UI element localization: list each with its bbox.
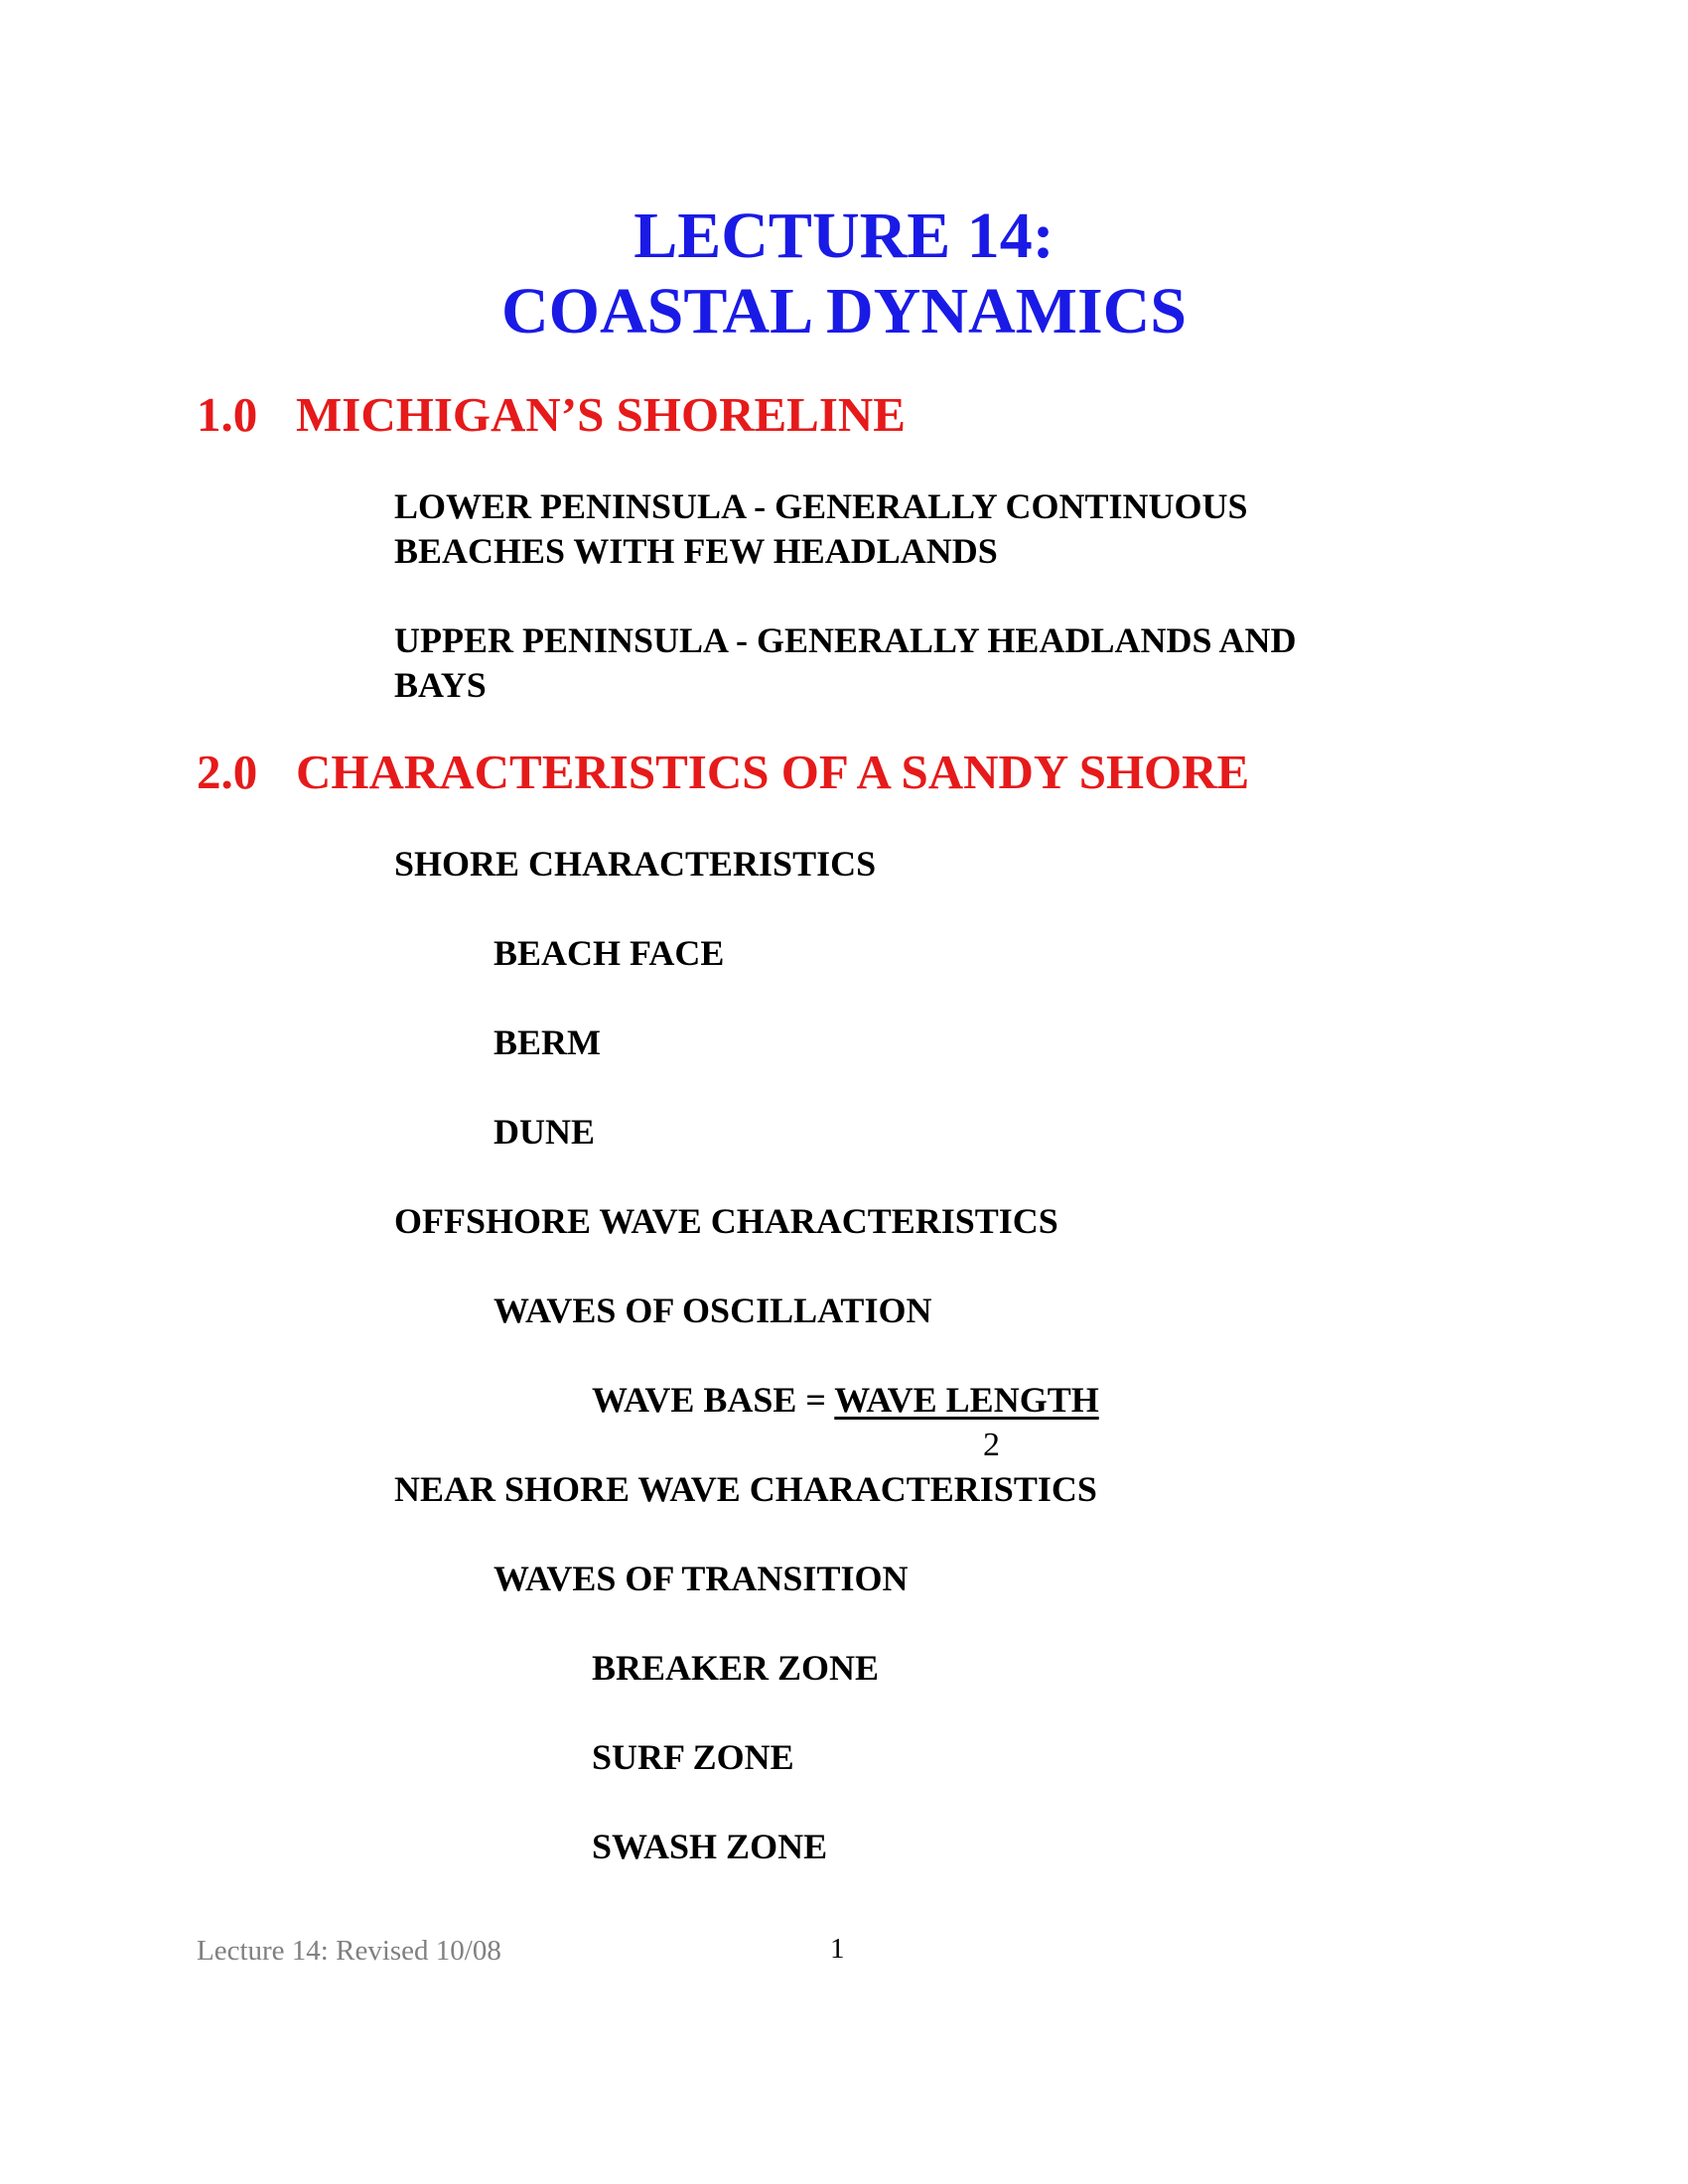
dune: DUNE bbox=[493, 1112, 596, 1152]
page-title-line-1: LECTURE 14: bbox=[633, 200, 1055, 272]
waves-of-transition: WAVES OF TRANSITION bbox=[493, 1559, 909, 1598]
page-title-line-2: COASTAL DYNAMICS bbox=[500, 275, 1188, 347]
shore-characteristics: SHORE CHARACTERISTICS bbox=[394, 844, 877, 884]
section-1-item-2-line-2: BAYS bbox=[394, 665, 487, 705]
section-1-heading bbox=[197, 387, 1487, 443]
page-number: 1 bbox=[830, 1933, 845, 1965]
berm: BERM bbox=[493, 1023, 601, 1062]
section-1-item-1-line-2: BEACHES WITH FEW HEADLANDS bbox=[394, 531, 998, 571]
section-2-title: CHARACTERISTICS OF A SANDY SHORE bbox=[296, 745, 1250, 799]
swash-zone: SWASH ZONE bbox=[592, 1827, 828, 1866]
wave-base-denominator: 2 bbox=[983, 1427, 1000, 1463]
section-2-number: 2.0 bbox=[197, 745, 258, 799]
section-1-title: MICHIGAN’S SHORELINE bbox=[296, 387, 906, 442]
wave-base-lhs: WAVE BASE = bbox=[592, 1380, 835, 1420]
section-1-item-1-line-1: LOWER PENINSULA - GENERALLY CONTINUOUS bbox=[394, 486, 1248, 526]
footer-label: Lecture 14: Revised 10/08 bbox=[197, 1935, 501, 1967]
wave-base-formula bbox=[592, 1378, 1099, 1423]
section-1-number: 1.0 bbox=[197, 387, 258, 442]
wave-base-numerator: WAVE LENGTH bbox=[834, 1380, 1099, 1420]
section-1-item-2-line-1: UPPER PENINSULA - GENERALLY HEADLANDS AND bbox=[394, 620, 1297, 660]
beach-face: BEACH FACE bbox=[493, 933, 725, 973]
breaker-zone: BREAKER ZONE bbox=[592, 1648, 880, 1688]
near-shore-wave-characteristics: NEAR SHORE WAVE CHARACTERISTICS bbox=[394, 1469, 1097, 1509]
section-2-heading bbox=[197, 745, 1587, 800]
offshore-wave-characteristics: OFFSHORE WAVE CHARACTERISTICS bbox=[394, 1201, 1058, 1241]
waves-of-oscillation: WAVES OF OSCILLATION bbox=[493, 1291, 932, 1330]
surf-zone: SURF ZONE bbox=[592, 1737, 794, 1777]
